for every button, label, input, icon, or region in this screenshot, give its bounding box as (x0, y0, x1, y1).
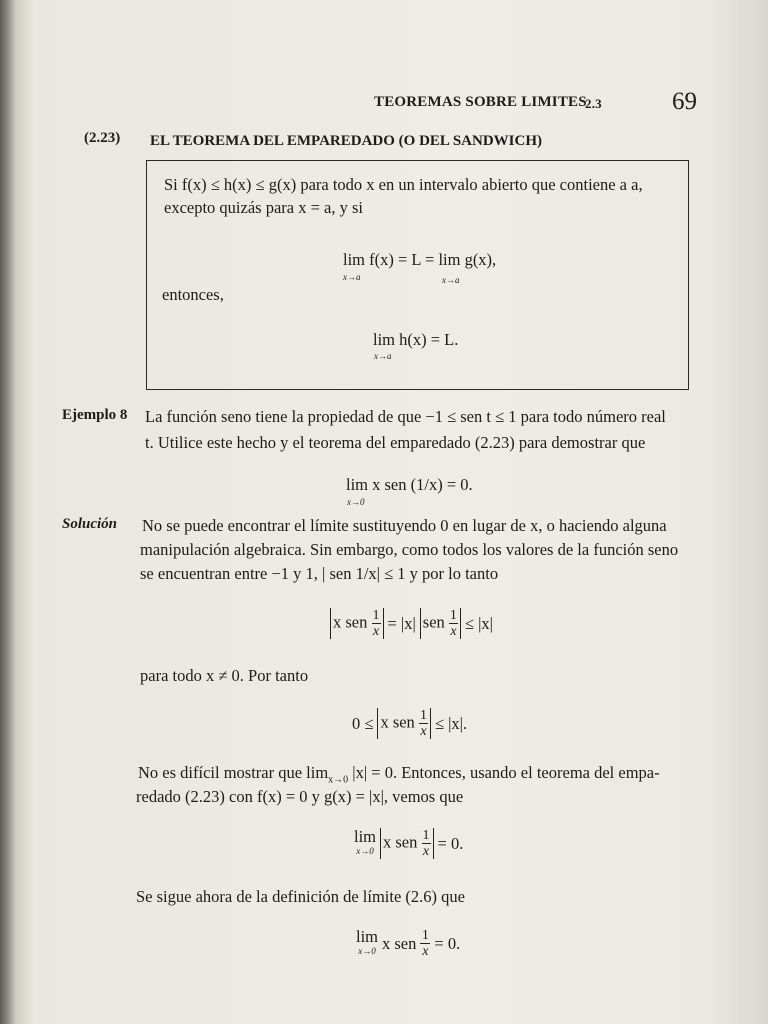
theorem-title: EL TEOREMA DEL EMPAREDADO (O DEL SANDWICH) (150, 133, 542, 149)
theorem-eq1-subscript-right: x→a (442, 275, 460, 285)
fraction-numerator: 1 (449, 608, 457, 623)
eq1-equals: = |x| (387, 613, 416, 633)
solution-line-7: Se sigue ahora de la definición de límite (2.6) que (136, 887, 465, 906)
fraction-numerator: 1 (419, 708, 427, 723)
fraction-numerator: 1 (422, 828, 430, 843)
example-line-2: t. Utilice este hecho y el teorema del emparedado (2.23) para demostrar que (145, 433, 646, 452)
example-line-1: La función seno tiene la propiedad de que −1 ≤ sen t ≤ 1 para todo número real (145, 407, 666, 426)
p3-start: No es difícil mostrar que lim (138, 763, 329, 782)
theorem-number: (2.23) (84, 130, 121, 146)
eq1-term: x sen (333, 612, 368, 632)
abs-bar (377, 708, 431, 739)
theorem-eq1-subscript-left: x→a (343, 272, 361, 282)
eq2-end: ≤ |x|. (434, 713, 468, 733)
p3-rest: |x| = 0. Entonces, usando el teorema del empa- (352, 763, 660, 782)
eq2-start: 0 ≤ (352, 713, 374, 733)
fraction-denominator: x (422, 944, 429, 959)
theorem-eq2-subscript: x→a (374, 351, 392, 361)
example-equation: lim x sen (1/x) = 0. (346, 475, 473, 494)
solution-line-3: se encuentran entre −1 y 1, | sen 1/x| ≤ 1 y por lo tanto (140, 564, 499, 583)
fraction-numerator: 1 (421, 928, 429, 943)
abs-bar (420, 608, 461, 639)
eq1-end: ≤ |x| (464, 613, 493, 633)
fraction (449, 608, 458, 639)
solution-line-2: manipulación algebraica. Sin embargo, como todos los valores de la función seno (140, 540, 679, 559)
eq2-term: x sen (380, 712, 415, 732)
eq3-limit (354, 826, 377, 859)
lim-subscript: x→0 (356, 845, 374, 856)
theorem-line-3: entonces, (162, 285, 224, 304)
eq3-end: = 0. (437, 833, 464, 853)
theorem-equation-1: lim f(x) = L = lim g(x), (343, 250, 497, 269)
abs-bar (330, 608, 384, 639)
solution-equation-4 (356, 928, 460, 959)
fraction-denominator: x (372, 624, 380, 639)
solution-equation-2 (352, 708, 467, 739)
example-label: Ejemplo 8 (62, 407, 128, 423)
theorem-line-2: excepto quizás para x = a, y si (164, 198, 363, 217)
solution-line-1: No se puede encontrar el límite sustituyendo 0 en lugar de x, o haciendo alguna (142, 516, 667, 535)
solution-line-4: para todo x ≠ 0. Por tanto (140, 666, 309, 685)
abs-bar (380, 828, 434, 859)
lim-subscript: x→0 (358, 945, 376, 956)
example-eq-subscript: x→0 (347, 497, 365, 507)
fraction (420, 928, 430, 959)
solution-equation-1 (330, 608, 493, 639)
eq3-term: x sen (383, 832, 418, 852)
theorem-line-1: Si f(x) ≤ h(x) ≤ g(x) para todo x en un intervalo abierto que contiene a a, (164, 175, 643, 194)
fraction (419, 708, 428, 739)
fraction-denominator: x (422, 844, 430, 859)
fraction (422, 828, 431, 859)
eq4-limit (356, 926, 379, 959)
page-number: 69 (672, 88, 697, 115)
eq4-end: = 0. (434, 933, 461, 953)
solution-equation-3 (354, 828, 463, 859)
fraction-denominator: x (420, 724, 427, 739)
section-number: 2.3 (585, 96, 602, 111)
p3-subscript: x→0 (328, 774, 349, 786)
solution-line-6: redado (2.23) con f(x) = 0 y g(x) = |x|, vemos que (136, 787, 464, 806)
eq1-sen: sen (422, 612, 445, 632)
fraction (372, 608, 381, 639)
lim: lim (356, 926, 379, 946)
fraction-numerator: 1 (372, 608, 380, 623)
solution-label: Solución (62, 516, 118, 532)
lim: lim (354, 826, 377, 846)
running-title: TEOREMAS SOBRE LIMITES (374, 94, 587, 110)
theorem-equation-2: lim h(x) = L. (373, 330, 459, 349)
fraction-denominator: x (450, 624, 457, 639)
eq4-term: x sen (382, 933, 417, 953)
